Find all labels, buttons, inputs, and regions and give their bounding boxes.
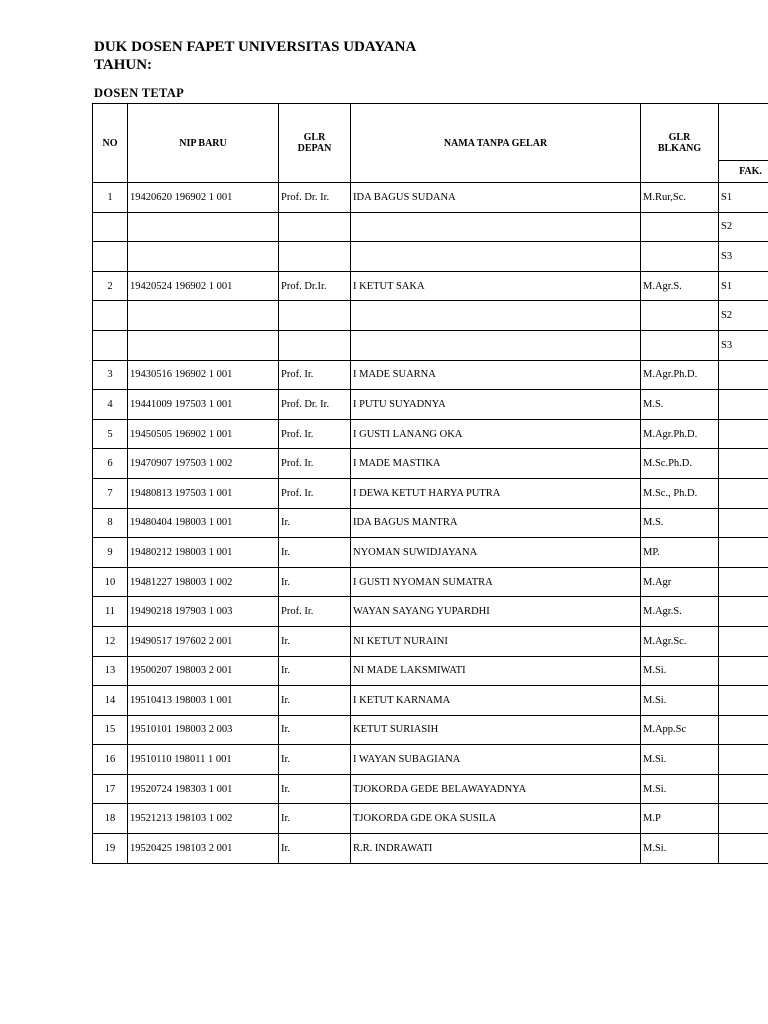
cell-fak [719, 715, 768, 745]
cell-nip: 19480212 198003 1 001 [128, 538, 279, 568]
header-glr-depan [279, 104, 351, 183]
cell-nip: 19470907 197503 1 002 [128, 449, 279, 479]
cell-no: 5 [93, 419, 128, 449]
cell-glr-belakang [641, 242, 719, 272]
cell-nama: KETUT SURIASIH [351, 715, 641, 745]
cell-fak [719, 626, 768, 656]
cell-nip: 19510413 198003 1 001 [128, 686, 279, 716]
table-row [93, 745, 768, 775]
cell-glr-belakang: M.Agr.Ph.D. [641, 360, 719, 390]
table-row [93, 597, 768, 627]
header-nama: NAMA TANPA GELAR [351, 104, 641, 183]
cell-nip: 19480404 198003 1 001 [128, 508, 279, 538]
cell-nip: 19521213 198103 1 002 [128, 804, 279, 834]
cell-glr-belakang: M.Si. [641, 686, 719, 716]
table-row [93, 360, 768, 390]
cell-nip: 19430516 196902 1 001 [128, 360, 279, 390]
table-row [93, 567, 768, 597]
cell-nip: 19520724 198303 1 001 [128, 774, 279, 804]
cell-nip: 19520425 198103 2 001 [128, 834, 279, 864]
header-glr-blkang [641, 104, 719, 183]
cell-glr-belakang: M.Si. [641, 656, 719, 686]
cell-no: 9 [93, 538, 128, 568]
cell-nama: R.R. INDRAWATI [351, 834, 641, 864]
cell-glr-belakang: M.Si. [641, 745, 719, 775]
cell-fak: S3 [719, 330, 768, 360]
cell-glr-depan [279, 301, 351, 331]
table-row [93, 686, 768, 716]
cell-fak: S1 [719, 183, 768, 213]
cell-fak: S1 [719, 271, 768, 301]
cell-no [93, 301, 128, 331]
cell-glr-depan: Prof. Dr. Ir. [279, 390, 351, 420]
cell-nip: 19441009 197503 1 001 [128, 390, 279, 420]
header-glr-blkang-line2: BLKANG [657, 143, 702, 154]
cell-no: 17 [93, 774, 128, 804]
cell-nama: IDA BAGUS MANTRA [351, 508, 641, 538]
cell-nip: 19490218 197903 1 003 [128, 597, 279, 627]
cell-fak [719, 567, 768, 597]
cell-no: 16 [93, 745, 128, 775]
cell-fak [719, 508, 768, 538]
cell-glr-belakang: M.Si. [641, 774, 719, 804]
cell-nama [351, 301, 641, 331]
cell-glr-depan: Prof. Dr.Ir. [279, 271, 351, 301]
cell-nama: I MADE SUARNA [351, 360, 641, 390]
cell-glr-belakang: M.Agr [641, 567, 719, 597]
cell-fak [719, 449, 768, 479]
table-row [93, 804, 768, 834]
cell-no: 11 [93, 597, 128, 627]
cell-glr-belakang: M.Agr.S. [641, 271, 719, 301]
cell-nama: I KETUT KARNAMA [351, 686, 641, 716]
cell-glr-depan [279, 212, 351, 242]
cell-nama: IDA BAGUS SUDANA [351, 183, 641, 213]
cell-glr-depan: Ir. [279, 538, 351, 568]
cell-no [93, 330, 128, 360]
cell-nama: NI KETUT NURAINI [351, 626, 641, 656]
cell-fak [719, 804, 768, 834]
table-row [93, 508, 768, 538]
cell-glr-depan: Ir. [279, 774, 351, 804]
cell-nama: NI MADE LAKSMIWATI [351, 656, 641, 686]
table-row [93, 212, 768, 242]
cell-no: 4 [93, 390, 128, 420]
header-no: NO [93, 104, 128, 183]
table-row [93, 626, 768, 656]
title-line-1: DUK DOSEN FAPET UNIVERSITAS UDAYANA [94, 39, 417, 55]
header-blank [719, 104, 768, 161]
cell-no: 10 [93, 567, 128, 597]
cell-no: 13 [93, 656, 128, 686]
cell-glr-depan: Ir. [279, 686, 351, 716]
cell-nama [351, 212, 641, 242]
cell-glr-belakang: M.Agr.S. [641, 597, 719, 627]
cell-fak [719, 686, 768, 716]
table-row [93, 183, 768, 213]
header-glr-depan-line2: DEPAN [297, 143, 332, 154]
cell-glr-depan: Ir. [279, 508, 351, 538]
table-row [93, 715, 768, 745]
cell-fak [719, 745, 768, 775]
cell-glr-belakang [641, 330, 719, 360]
cell-fak [719, 478, 768, 508]
cell-fak: S3 [719, 242, 768, 272]
cell-glr-depan: Ir. [279, 804, 351, 834]
cell-glr-belakang: M.Rur,Sc. [641, 183, 719, 213]
cell-no: 12 [93, 626, 128, 656]
table-body [93, 183, 768, 864]
document-title [94, 38, 416, 74]
cell-glr-depan: Ir. [279, 834, 351, 864]
table-row [93, 449, 768, 479]
cell-fak [719, 774, 768, 804]
table-row [93, 330, 768, 360]
cell-no: 18 [93, 804, 128, 834]
header-nip: NIP BARU [128, 104, 279, 183]
cell-nama [351, 242, 641, 272]
cell-no [93, 242, 128, 272]
table-row [93, 271, 768, 301]
cell-glr-depan: Prof. Ir. [279, 449, 351, 479]
cell-nip: 19500207 198003 2 001 [128, 656, 279, 686]
cell-glr-depan: Ir. [279, 626, 351, 656]
cell-glr-belakang: M.Si. [641, 834, 719, 864]
section-heading: DOSEN TETAP [94, 86, 185, 100]
cell-glr-belakang: M.Sc., Ph.D. [641, 478, 719, 508]
cell-nama: I GUSTI NYOMAN SUMATRA [351, 567, 641, 597]
table-row [93, 242, 768, 272]
header-glr-depan-line1: GLR [303, 132, 326, 143]
cell-nip: 19510110 198011 1 001 [128, 745, 279, 775]
cell-glr-depan [279, 330, 351, 360]
header-fak: FAK. [719, 161, 768, 183]
table-row [93, 419, 768, 449]
cell-fak [719, 419, 768, 449]
cell-no [93, 212, 128, 242]
cell-nip: 19420620 196902 1 001 [128, 183, 279, 213]
cell-nama: NYOMAN SUWIDJAYANA [351, 538, 641, 568]
cell-nama: I WAYAN SUBAGIANA [351, 745, 641, 775]
cell-no: 6 [93, 449, 128, 479]
cell-fak [719, 538, 768, 568]
header-glr-blkang-line1: GLR [668, 132, 691, 143]
cell-glr-belakang: M.P [641, 804, 719, 834]
cell-fak: S2 [719, 301, 768, 331]
cell-glr-belakang: M.Agr.Sc. [641, 626, 719, 656]
cell-fak [719, 656, 768, 686]
table-row [93, 834, 768, 864]
cell-nip [128, 242, 279, 272]
cell-glr-belakang: M.Agr.Ph.D. [641, 419, 719, 449]
cell-no: 14 [93, 686, 128, 716]
cell-glr-depan: Prof. Ir. [279, 597, 351, 627]
table-row [93, 656, 768, 686]
cell-no: 8 [93, 508, 128, 538]
cell-glr-belakang: M.Sc.Ph.D. [641, 449, 719, 479]
cell-nama: TJOKORDA GDE OKA SUSILA [351, 804, 641, 834]
cell-nip [128, 330, 279, 360]
cell-glr-belakang: MP. [641, 538, 719, 568]
table-row [93, 774, 768, 804]
cell-no: 15 [93, 715, 128, 745]
cell-glr-depan [279, 242, 351, 272]
cell-glr-depan: Prof. Ir. [279, 419, 351, 449]
cell-nip: 19480813 197503 1 001 [128, 478, 279, 508]
cell-nama: I DEWA KETUT HARYA PUTRA [351, 478, 641, 508]
cell-nip: 19450505 196902 1 001 [128, 419, 279, 449]
cell-nama: TJOKORDA GEDE BELAWAYADNYA [351, 774, 641, 804]
cell-nama [351, 330, 641, 360]
cell-fak: S2 [719, 212, 768, 242]
cell-glr-depan: Prof. Ir. [279, 360, 351, 390]
cell-glr-depan: Prof. Ir. [279, 478, 351, 508]
cell-fak [719, 390, 768, 420]
cell-fak [719, 360, 768, 390]
cell-nip [128, 212, 279, 242]
cell-nip: 19490517 197602 2 001 [128, 626, 279, 656]
cell-glr-depan: Prof. Dr. Ir. [279, 183, 351, 213]
table-row [93, 301, 768, 331]
cell-nip: 19420524 196902 1 001 [128, 271, 279, 301]
cell-nama: I MADE MASTIKA [351, 449, 641, 479]
title-line-2: TAHUN: [94, 57, 153, 73]
cell-glr-depan: Ir. [279, 745, 351, 775]
table-row [93, 390, 768, 420]
cell-glr-belakang [641, 212, 719, 242]
cell-glr-depan: Ir. [279, 656, 351, 686]
cell-fak [719, 597, 768, 627]
cell-glr-belakang [641, 301, 719, 331]
cell-no: 19 [93, 834, 128, 864]
cell-fak [719, 834, 768, 864]
cell-nama: I PUTU SUYADNYA [351, 390, 641, 420]
cell-no: 7 [93, 478, 128, 508]
cell-glr-depan: Ir. [279, 567, 351, 597]
cell-nip: 19481227 198003 1 002 [128, 567, 279, 597]
table-row [93, 478, 768, 508]
cell-no: 3 [93, 360, 128, 390]
table-row [93, 538, 768, 568]
cell-nama: I GUSTI LANANG OKA [351, 419, 641, 449]
cell-nip [128, 301, 279, 331]
cell-glr-belakang: M.App.Sc [641, 715, 719, 745]
cell-nip: 19510101 198003 2 003 [128, 715, 279, 745]
cell-nama: I KETUT SAKA [351, 271, 641, 301]
cell-glr-belakang: M.S. [641, 508, 719, 538]
lecturer-table [92, 103, 768, 864]
cell-glr-depan: Ir. [279, 715, 351, 745]
cell-no: 2 [93, 271, 128, 301]
cell-no: 1 [93, 183, 128, 213]
cell-nama: WAYAN SAYANG YUPARDHI [351, 597, 641, 627]
cell-glr-belakang: M.S. [641, 390, 719, 420]
